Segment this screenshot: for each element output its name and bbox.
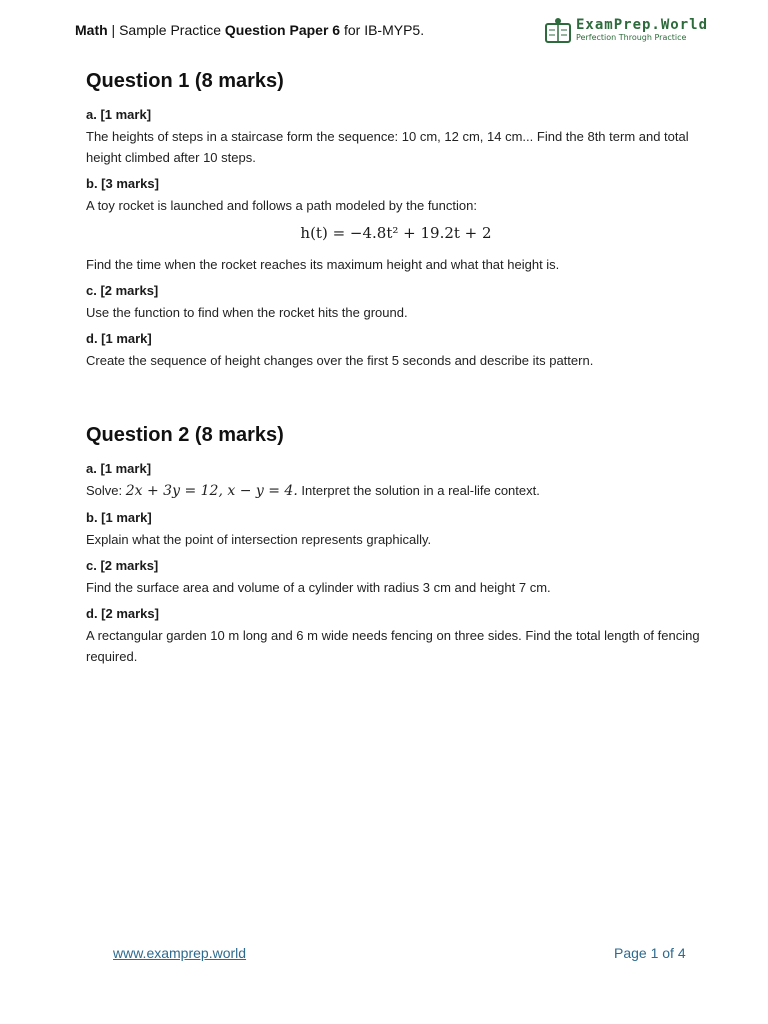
paper-prefix: Sample Practice — [119, 22, 225, 38]
part-text: Find the time when the rocket reaches its maximum height and what that height is. — [86, 257, 560, 272]
question-title: Question 1 (8 marks) — [86, 70, 284, 92]
page-number: Page 1 of 4 — [614, 945, 686, 961]
part-text — [86, 480, 706, 502]
logo-name: ExamPrep.World — [576, 17, 709, 33]
part-text: Explain what the point of intersection represents graphically. — [86, 532, 432, 547]
part-label: c. [2 marks] — [86, 558, 159, 573]
part-text: Create the sequence of height changes over the first 5 seconds and describe its pattern. — [86, 353, 594, 368]
part-text: A rectangular garden 10 m long and 6 m wide needs fencing on three sides. Find the total length of fencing required. — [86, 628, 700, 664]
paper-suffix: for IB-MYP5. — [340, 22, 425, 38]
part-text: A toy rocket is launched and follows a path modeled by the function: — [86, 198, 477, 213]
part-text: The heights of steps in a staircase form the sequence: 10 cm, 12 cm, 14 cm... Find the 8th term and total height climbed after 10 steps. — [86, 129, 689, 165]
question-title: Question 2 (8 marks) — [86, 424, 284, 446]
part-label: c. [2 marks] — [86, 283, 159, 298]
part-label: d. [2 marks] — [86, 606, 159, 621]
equation-system: 2x + 3y = 12, x − y = 4. — [125, 483, 298, 499]
part-label: a. [1 mark] — [86, 107, 152, 122]
part-label: a. [1 mark] — [86, 461, 152, 476]
header-separator: | — [107, 22, 120, 38]
part-label: b. [1 mark] — [86, 510, 152, 525]
question-2 — [86, 424, 706, 675]
solve-prefix: Solve: — [86, 483, 126, 498]
part-text: Use the function to find when the rocket hits the ground. — [86, 305, 408, 320]
website-link[interactable]: www.examprep.world — [113, 945, 247, 961]
question-1 — [86, 70, 706, 379]
logo-tagline: Perfection Through Practice — [576, 33, 687, 42]
solve-suffix: Interpret the solution in a real-life context. — [297, 483, 540, 498]
subject-label: Math — [75, 22, 108, 38]
page-header — [75, 22, 424, 38]
brand-logo — [544, 14, 714, 50]
part-label: b. [3 marks] — [86, 176, 159, 191]
paper-title: Question Paper 6 — [224, 22, 341, 38]
rocket-formula: h(t) = −4.8t² + 19.2t + 2 — [300, 224, 492, 242]
part-text: Find the surface area and volume of a cylinder with radius 3 cm and height 7 cm. — [86, 580, 551, 595]
part-label: d. [1 mark] — [86, 331, 152, 346]
logo-book-icon — [544, 16, 572, 46]
